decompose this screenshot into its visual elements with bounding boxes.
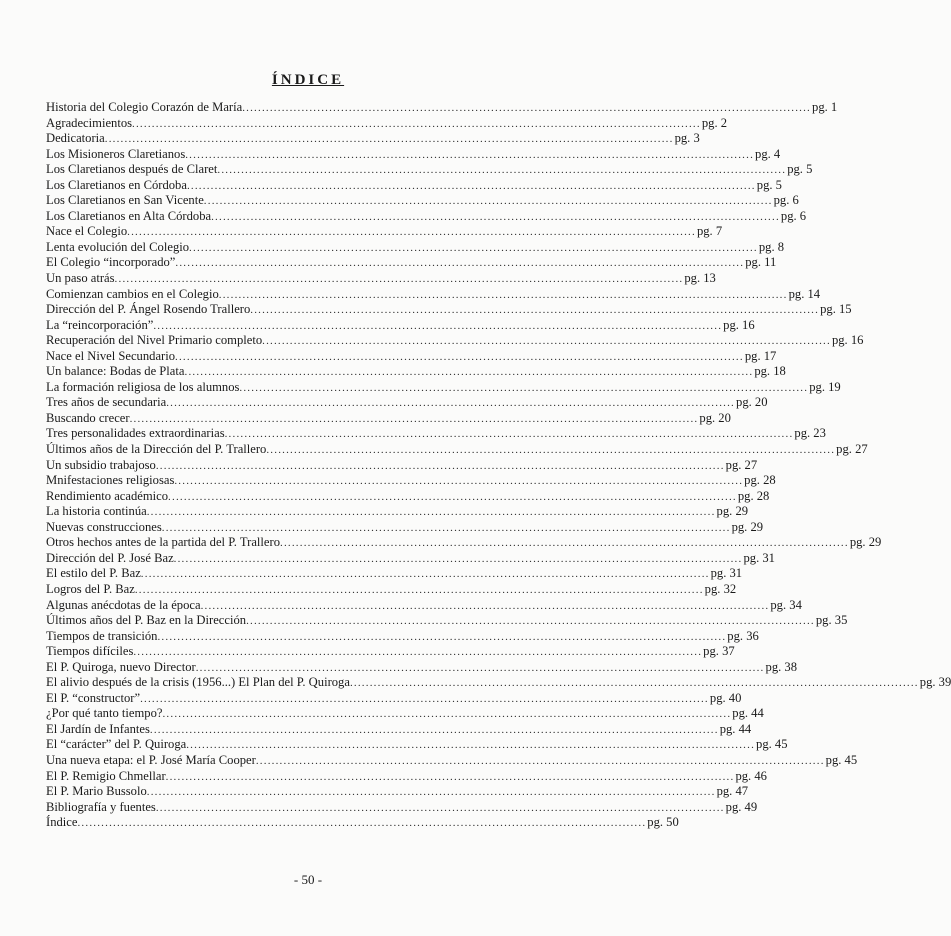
toc-entry-page: pg. 20 [699, 410, 731, 425]
toc-entry-page: pg. 39 [919, 675, 951, 690]
toc-entry-label: Nace el Colegio [46, 224, 128, 239]
toc-entry-label: El alivio después de la crisis (1956...) El Plan del P. Quiroga [46, 675, 350, 690]
dot-leader [141, 567, 710, 583]
toc-entry-label: El P. Quiroga, nuevo Director [46, 659, 196, 674]
toc-entry [46, 659, 797, 676]
toc-entry-page: pg. 44 [732, 706, 764, 721]
toc-entry-page: pg. 14 [788, 286, 821, 301]
toc-entry [46, 302, 852, 318]
toc-entry-page: pg. 7 [696, 224, 723, 239]
dot-leader [250, 303, 819, 319]
toc-entry-label: El Jardín de Infantes [46, 721, 150, 736]
toc-entry-page: pg. 13 [684, 271, 716, 286]
toc-entry-page: pg. 47 [716, 784, 749, 799]
toc-entry-label: Dedicatoria [46, 131, 105, 146]
toc-entry-label: La formación religiosa de los alumnos [46, 379, 240, 394]
toc-entry-label: El P. “constructor” [46, 690, 141, 705]
toc-entry-page: pg. 27 [836, 442, 868, 457]
dot-leader [189, 241, 758, 257]
toc-entry-label: Nuevas construcciones [46, 519, 162, 534]
toc-entry-label: Dirección del P. José Baz [46, 550, 174, 565]
toc-entry-page: pg. 1 [812, 100, 838, 114]
toc-entry-label: Mnifestaciones religiosas [46, 473, 175, 488]
dot-leader [211, 210, 780, 226]
dot-leader [262, 334, 831, 350]
toc-entry-page: pg. 44 [719, 721, 752, 736]
dot-leader [168, 490, 737, 506]
dot-leader [115, 272, 684, 288]
dot-leader [77, 816, 646, 832]
toc-entry-page: pg. 31 [743, 550, 775, 565]
toc-entry [46, 442, 868, 458]
toc-entry-page: pg. 29 [731, 519, 764, 534]
toc-entry-label: Nace el Nivel Secundario [46, 348, 176, 363]
toc-entry-label: El P. Mario Bussolo [46, 784, 147, 799]
dot-leader [219, 288, 788, 304]
dot-leader [150, 723, 719, 739]
dot-leader [105, 132, 674, 148]
toc-entry [46, 286, 821, 303]
toc-entry [46, 550, 775, 567]
toc-entry [46, 581, 737, 598]
dot-leader [156, 459, 725, 475]
toc-entry [46, 737, 788, 753]
dot-leader [350, 676, 919, 692]
toc-entry [46, 333, 864, 349]
toc-entry-label: Logros del P. Baz [46, 581, 135, 596]
toc-entry-page: pg. 36 [727, 628, 759, 643]
toc-entry-page: pg. 27 [725, 457, 758, 472]
dot-leader [186, 738, 755, 754]
toc-entry [46, 131, 700, 147]
index-title: ÍNDICE [271, 72, 345, 88]
toc-entry [46, 628, 759, 645]
toc-entry [46, 146, 781, 163]
toc-entry-page: pg. 6 [780, 208, 807, 223]
toc-entry-page: pg. 50 [647, 815, 679, 830]
toc-entry [46, 799, 758, 816]
toc-entry [46, 473, 776, 489]
dot-leader [196, 661, 765, 677]
dot-leader [187, 179, 756, 195]
toc-entry [46, 239, 785, 256]
toc-entry-page: pg. 8 [758, 239, 785, 254]
toc-entry-page: pg. 5 [787, 162, 813, 177]
toc-entry-label: Agradecimientos [46, 115, 133, 130]
toc-entry-label: Últimos años del P. Baz en la Dirección [46, 613, 247, 628]
toc-entry [46, 566, 743, 582]
dot-leader [133, 645, 702, 661]
toc-entry-label: La “reincorporación” [46, 317, 154, 332]
toc-entry-label: Tres personalidades extraordinarias [46, 426, 225, 441]
toc-entry-page: pg. 16 [723, 317, 755, 332]
toc-entry-label: Un balance: Bodas de Plata [46, 364, 185, 379]
dot-leader [156, 801, 725, 817]
toc-entry [46, 504, 749, 520]
toc-entry-page: pg. 31 [710, 566, 743, 581]
dot-leader [266, 443, 835, 459]
toc-entry-label: Tiempos de transición [46, 628, 158, 643]
toc-entry [46, 100, 838, 116]
toc-entry-page: pg. 35 [815, 613, 848, 628]
toc-entry-page: pg. 34 [770, 597, 802, 612]
toc-entry [46, 193, 799, 209]
toc-entry-label: Buscando crecer [46, 410, 130, 425]
toc-entry [46, 317, 755, 334]
toc-entry-label: Otros hechos antes de la partida del P. Trallero [46, 535, 280, 550]
toc-entry-page: pg. 45 [825, 752, 858, 767]
toc-entry-label: Los Misioneros Claretianos [46, 146, 186, 161]
toc-entry-label: Rendimiento académico [46, 488, 169, 503]
toc-entry [46, 644, 735, 660]
toc-entry-page: pg. 18 [754, 364, 786, 379]
dot-leader [162, 521, 731, 537]
toc-entry-page: pg. 2 [701, 115, 728, 130]
dot-leader [201, 599, 770, 615]
toc-entry [46, 519, 764, 536]
toc-entry [46, 690, 742, 707]
toc-entry-page: pg. 3 [674, 131, 700, 146]
toc-entry-label: Índice [46, 815, 78, 830]
dot-leader [185, 365, 754, 381]
toc-entry-label: Los Claretianos en Alta Córdoba [46, 208, 212, 223]
toc-entry-page: pg. 29 [716, 504, 749, 519]
toc-entry-page: pg. 38 [765, 659, 797, 674]
toc-entry-page: pg. 6 [773, 193, 799, 208]
toc-entry-label: Lenta evolución del Colegio [46, 239, 190, 254]
toc-entry-page: pg. 23 [794, 426, 826, 441]
dot-leader [147, 785, 716, 801]
dot-leader [157, 630, 726, 646]
toc-entry [46, 721, 752, 738]
dot-leader [175, 256, 744, 272]
dot-leader [127, 225, 696, 241]
toc-entry-page: pg. 4 [755, 146, 781, 161]
toc-entry-label: Un paso atrás [46, 271, 115, 286]
dot-leader [185, 148, 754, 164]
toc-entry-label: El P. Remigio Chmellar [46, 768, 166, 783]
toc-entry [46, 208, 807, 225]
toc-entry-page: pg. 49 [725, 799, 758, 814]
toc-entry-page: pg. 28 [737, 488, 770, 503]
toc-entry-page: pg. 17 [744, 348, 777, 363]
toc-entry [46, 115, 728, 132]
table-of-contents [46, 100, 951, 831]
toc-entry-label: Tiempos difíciles [46, 644, 134, 659]
dot-leader [140, 692, 709, 708]
toc-entry-label: La historia continúa [46, 504, 147, 519]
toc-entry-page: pg. 32 [704, 581, 737, 596]
toc-entry-label: Los Claretianos en San Vicente [46, 193, 204, 208]
toc-entry [46, 177, 782, 194]
dot-leader [280, 536, 849, 552]
toc-entry-label: El “carácter” del P. Quiroga [46, 737, 187, 752]
toc-entry-page: pg. 15 [820, 302, 852, 317]
toc-entry-label: Una nueva etapa: el P. José María Cooper [46, 752, 256, 767]
toc-entry-label: Algunas anécdotas de la época [46, 597, 201, 612]
dot-leader [174, 474, 743, 490]
toc-entry-label: ¿Por qué tanto tiempo? [46, 706, 163, 721]
toc-entry-label: Recuperación del Nivel Primario completo [46, 333, 263, 348]
toc-entry [46, 706, 764, 722]
toc-entry [46, 255, 777, 271]
toc-entry [46, 815, 679, 831]
dot-leader [166, 396, 735, 412]
dot-leader [242, 101, 811, 117]
toc-entry-page: pg. 29 [849, 535, 882, 550]
dot-leader [130, 412, 699, 428]
toc-entry-label: Dirección del P. Ángel Rosendo Trallero [46, 302, 251, 317]
toc-entry [46, 784, 749, 800]
toc-entry [46, 379, 841, 396]
toc-entry-label: Comienzan cambios en el Colegio [46, 286, 219, 301]
toc-entry [46, 768, 767, 785]
dot-leader [174, 552, 743, 568]
toc-entry-label: Bibliografía y fuentes [46, 799, 156, 814]
dot-leader [162, 707, 731, 723]
toc-entry-page: pg. 20 [736, 395, 768, 410]
dot-leader [204, 194, 773, 210]
toc-entry [46, 271, 716, 287]
toc-entry-label: Los Claretianos después de Claret [46, 162, 218, 177]
toc-entry-page: pg. 45 [756, 737, 788, 752]
toc-entry [46, 457, 758, 474]
dot-leader [135, 583, 704, 599]
toc-entry [46, 597, 802, 614]
toc-entry [46, 364, 786, 380]
dot-leader [132, 117, 701, 133]
toc-entry [46, 348, 777, 365]
toc-entry-page: pg. 19 [809, 379, 841, 394]
dot-leader [175, 350, 744, 366]
toc-entry [46, 613, 848, 629]
toc-entry [46, 675, 951, 691]
toc-entry [46, 426, 826, 442]
toc-entry [46, 395, 768, 411]
toc-entry-page: pg. 28 [744, 473, 776, 488]
dot-leader [153, 319, 722, 335]
toc-entry-label: Últimos años de la Dirección del P. Trallero [46, 442, 267, 457]
toc-entry-label: Historia del Colegio Corazón de María [46, 100, 243, 114]
toc-entry-label: El Colegio “incorporado” [46, 255, 176, 270]
toc-entry-label: Un subsidio trabajoso [46, 457, 156, 472]
toc-entry [46, 488, 770, 505]
toc-entry-page: pg. 46 [735, 768, 767, 783]
toc-entry [46, 224, 723, 240]
dot-leader [256, 754, 825, 770]
toc-entry [46, 535, 882, 551]
dot-leader [217, 163, 786, 179]
toc-entry-page: pg. 5 [756, 177, 782, 192]
dot-leader [147, 505, 716, 521]
toc-entry-label: Los Claretianos en Córdoba [46, 177, 187, 192]
toc-entry [46, 752, 858, 769]
dot-leader [225, 427, 794, 443]
toc-entry-page: pg. 40 [709, 690, 742, 705]
toc-entry-page: pg. 37 [703, 644, 735, 659]
toc-entry [46, 410, 731, 427]
toc-entry-page: pg. 16 [831, 333, 864, 348]
toc-entry [46, 162, 813, 178]
dot-leader [239, 381, 808, 397]
dot-leader [246, 614, 815, 630]
toc-entry-label: Tres años de secundaria [46, 395, 167, 410]
toc-entry-page: pg. 11 [745, 255, 777, 270]
toc-entry-label: El estilo del P. Baz [46, 566, 141, 581]
dot-leader [166, 770, 735, 786]
page-number: - 50 - [293, 872, 323, 887]
